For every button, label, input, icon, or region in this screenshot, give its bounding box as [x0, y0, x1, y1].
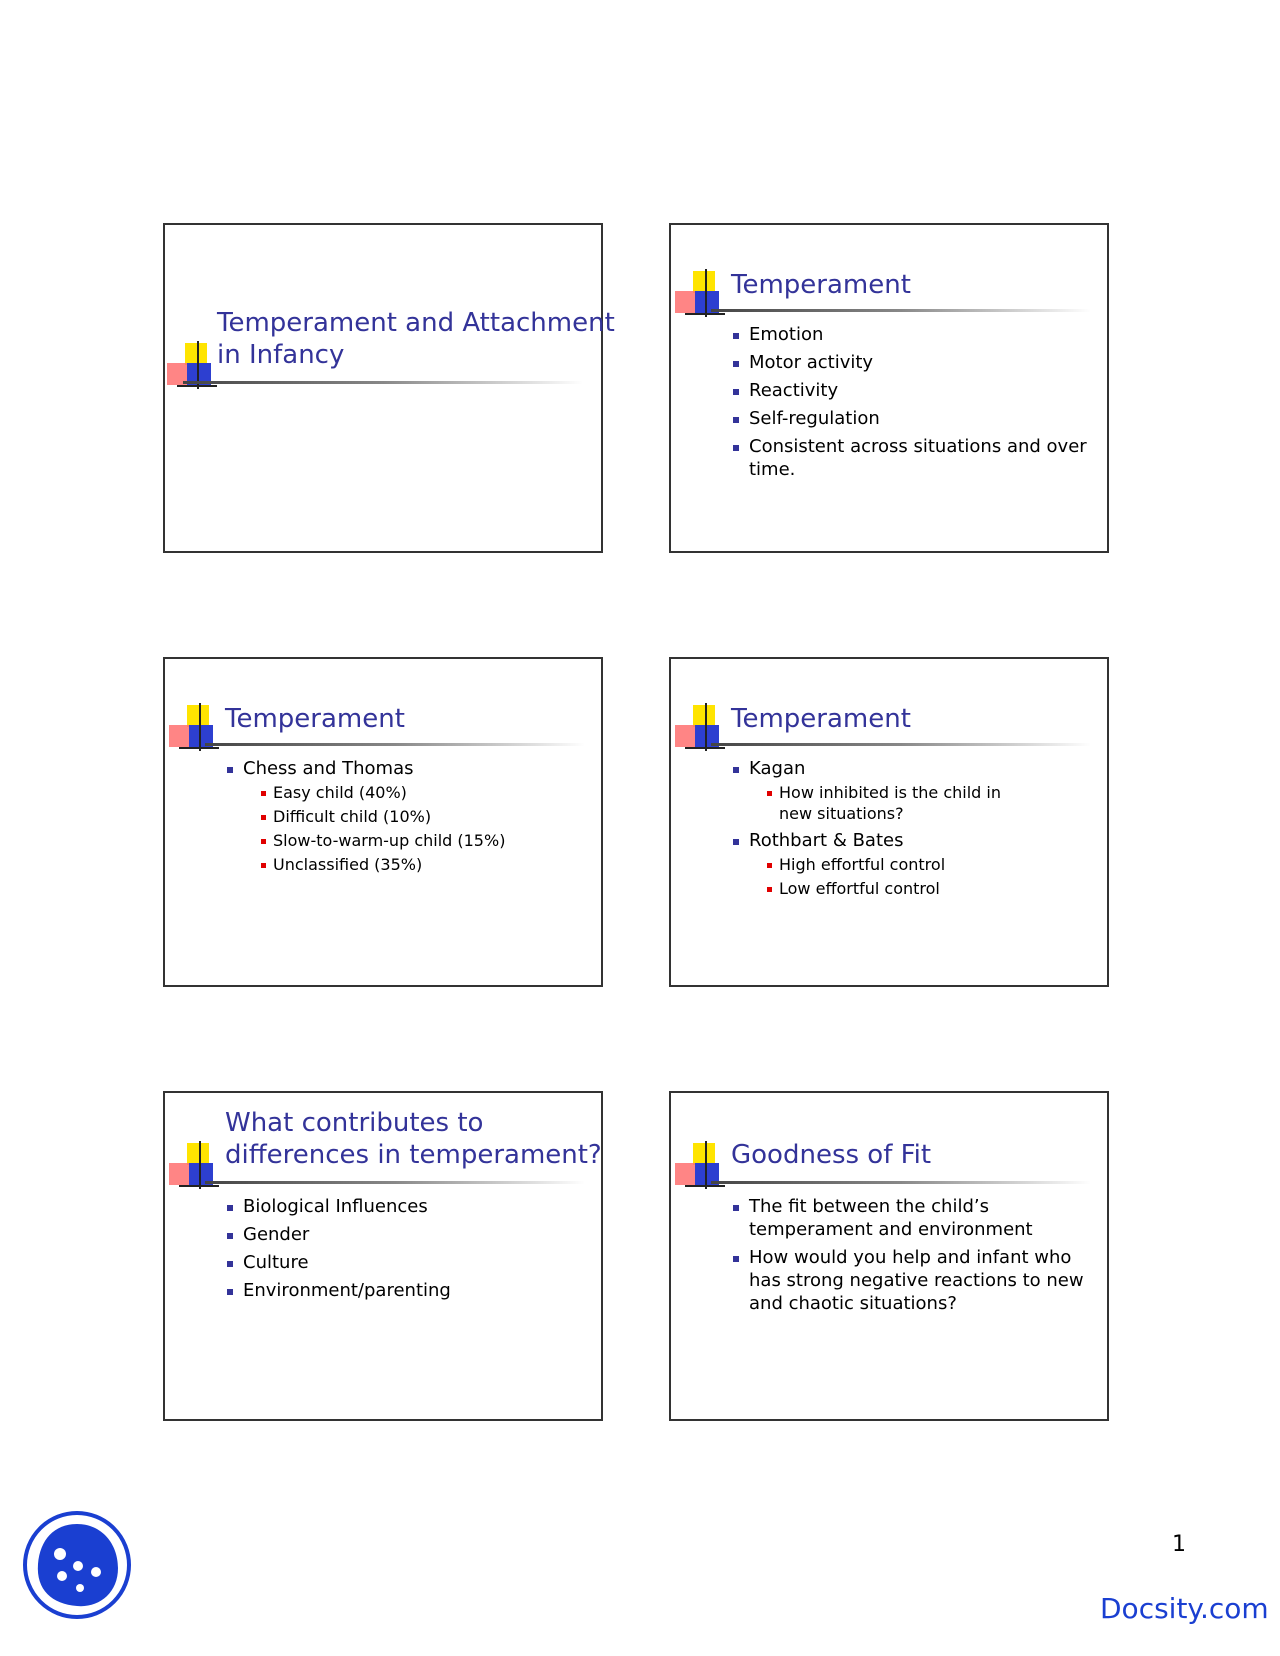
list-item-text: Kagan: [749, 758, 806, 779]
list-item: Biological Influences: [227, 1195, 582, 1218]
slide-4: [669, 657, 1109, 987]
slide-title: Temperament: [731, 704, 911, 734]
slide-1: [163, 223, 615, 553]
slide-title: Temperament: [225, 704, 405, 734]
slide-title: Temperament and Attachment in Infancy: [217, 308, 615, 370]
color-squares-icon: [169, 1143, 229, 1203]
slide-6: [669, 1091, 1109, 1421]
title-rule: [711, 1181, 1091, 1184]
list-item: [733, 757, 1033, 824]
slide-3: [163, 657, 603, 987]
sub-list-item: Unclassified (35%): [261, 854, 587, 875]
bullet-list: [733, 1195, 1091, 1320]
bullet-list: [733, 757, 1033, 904]
sub-list-item: Difficult child (10%): [261, 806, 587, 827]
sub-list-item: Easy child (40%): [261, 782, 587, 803]
list-item: How would you help and infant who has strong negative reactions to new and chaotic situations?: [733, 1246, 1091, 1315]
title-rule: [205, 743, 585, 746]
list-item: [227, 757, 587, 875]
sub-list: [243, 782, 587, 875]
sub-list-item: High effortful control: [767, 854, 1033, 875]
slide-2: [669, 223, 1109, 553]
color-squares-icon: [169, 705, 229, 765]
list-item-text: Chess and Thomas: [243, 758, 414, 779]
bullet-list: [227, 757, 587, 880]
list-item: The fit between the child’s temperament and environment: [733, 1195, 1091, 1241]
sub-list: [749, 782, 1033, 824]
list-item-text: Rothbart & Bates: [749, 830, 904, 851]
title-rule: [205, 1181, 585, 1184]
title-rule: [183, 381, 583, 384]
bullet-list: [227, 1195, 582, 1307]
sub-list-item: Low effortful control: [767, 878, 1033, 899]
bullet-list: [733, 323, 1088, 486]
sub-list: [749, 854, 1033, 899]
slide-title: Temperament: [731, 270, 911, 300]
slide-title: What contributes to differences in temperament?: [225, 1108, 602, 1170]
color-squares-icon: [675, 271, 735, 331]
page-number: 1: [1172, 1532, 1186, 1557]
list-item: Reactivity: [733, 379, 1088, 402]
docsity-logo-icon: [22, 1510, 132, 1620]
list-item: Self-regulation: [733, 407, 1088, 430]
title-rule: [711, 743, 1091, 746]
docsity-link[interactable]: Docsity.com: [1100, 1592, 1269, 1625]
slide-5: [163, 1091, 603, 1421]
title-rule: [711, 309, 1091, 312]
list-item: Motor activity: [733, 351, 1088, 374]
list-item: Culture: [227, 1251, 582, 1274]
list-item: [733, 829, 1033, 899]
list-item: Emotion: [733, 323, 1088, 346]
list-item: Consistent across situations and over time.: [733, 435, 1088, 481]
color-squares-icon: [675, 1143, 735, 1203]
color-squares-icon: [675, 705, 735, 765]
sub-list-item: Slow-to-warm-up child (15%): [261, 830, 587, 851]
list-item: Environment/parenting: [227, 1279, 582, 1302]
sub-list-item: How inhibited is the child in new situations?: [767, 782, 1033, 824]
list-item: Gender: [227, 1223, 582, 1246]
slide-title: Goodness of Fit: [731, 1140, 932, 1170]
